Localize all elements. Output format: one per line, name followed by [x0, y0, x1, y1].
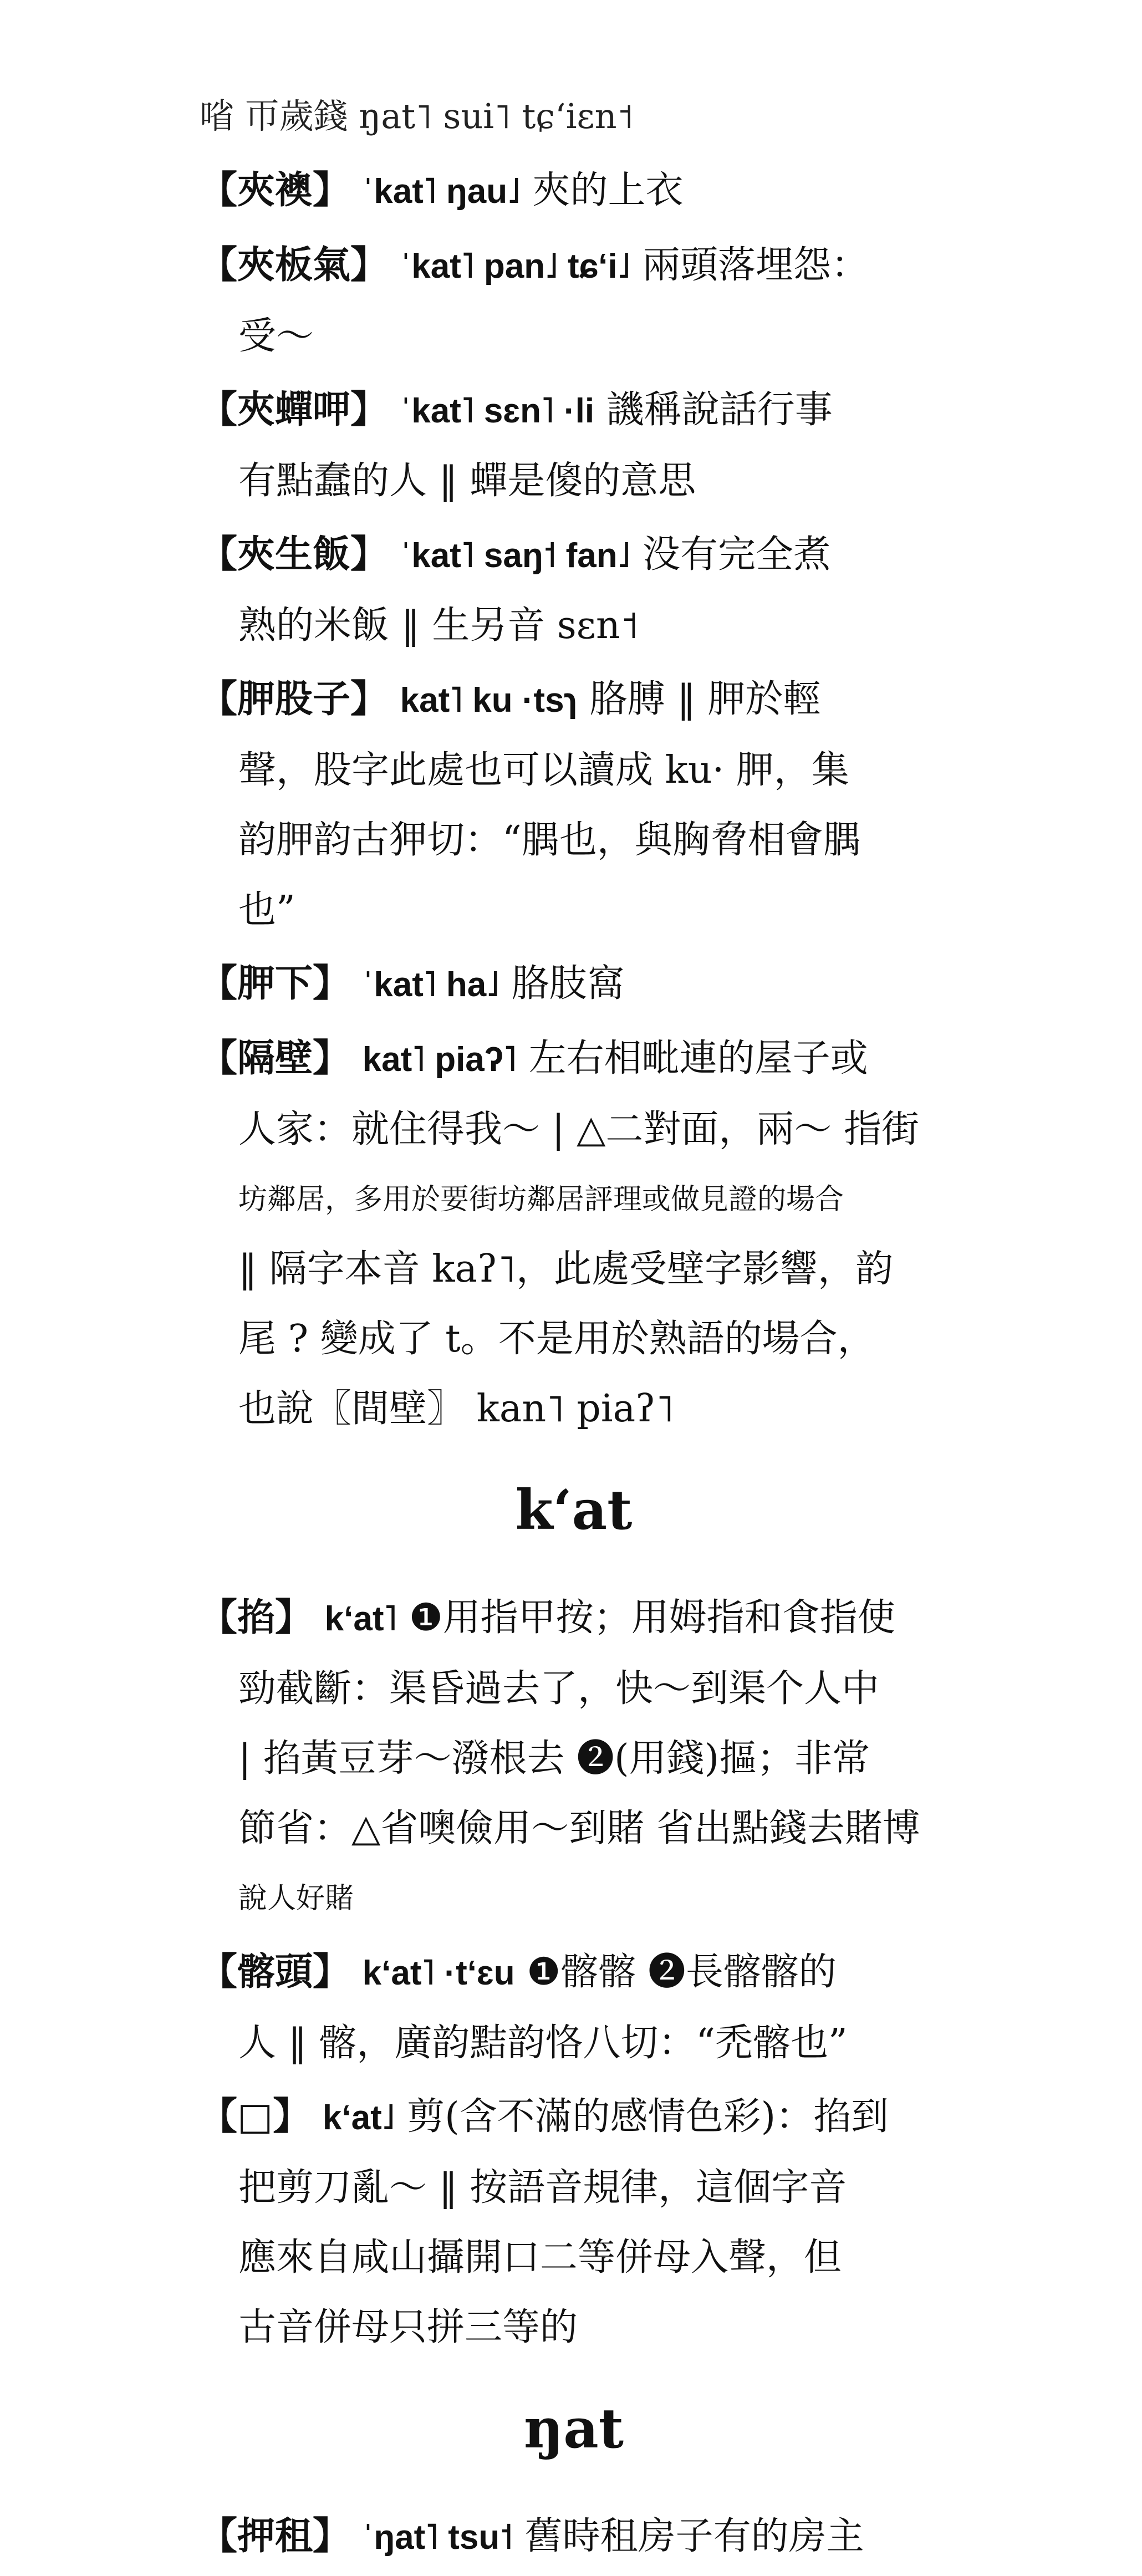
dictionary-column: [200, 83, 948, 2576]
entry-definition-line: 聲，股字此處也可以讀成 ku· 胛，集: [238, 748, 849, 792]
entry-definition-line: | 掐黃豆芽～潑根去 ❷(用錢)摳；非常: [238, 1737, 870, 1781]
entry-headword: 【□】: [200, 2094, 311, 2139]
entry: [200, 2082, 948, 2363]
entry-headword: 【夾生飯】: [200, 532, 389, 577]
entry: [200, 155, 948, 227]
entry-definition-line: 把剪刀亂～ ‖ 按語音規律，這個字音: [238, 2166, 847, 2210]
entry-headword: 【髂頭】: [200, 1950, 351, 1994]
entry-headword: 【夾襖】: [200, 168, 351, 212]
entry-definition-line: ‖ 隔字本音 kaʔ˥，此處受壁字影響，韵: [238, 1247, 893, 1291]
entry-romanization: kʻat˥ ·tʻɛu: [362, 1954, 515, 1992]
entry-headword: 【胛股子】: [200, 677, 389, 721]
entry: [200, 519, 948, 661]
entry: [200, 1583, 948, 1934]
entry-headword: 【隔壁】: [200, 1036, 351, 1080]
entry: [200, 948, 948, 1020]
entry-headword: 【掐】: [200, 1595, 313, 1640]
entry-headword: 【夾板氣】: [200, 243, 389, 287]
entry-definition-line: 應來自咸山攝開口二等併母入聲，但: [238, 2236, 842, 2279]
entries-group-c: [200, 2501, 948, 2573]
entry-definition: 剪(含不滿的感情色彩)：掐到: [407, 2095, 889, 2139]
section-heading-ngat: ŋat: [523, 2397, 624, 2461]
entry-definition-line: 尾 ? 變成了 t。不是用於熟語的場合，: [238, 1317, 875, 1361]
top-fragment: 㗂 帀歲錢 ŋat˥ sui˥ tɕʻiɛn˦: [200, 96, 634, 136]
entry-romanization: ˈkat˥ pan˩ tɕʻi˩: [400, 247, 631, 285]
entry-definition: ❶用指甲按；用姆指和食指使: [409, 1596, 895, 1640]
entries-group-a: [200, 155, 948, 1444]
entry-romanization: kʻat˥: [324, 1600, 397, 1638]
entry-definition: ❶髂髂 ❷長髂髂的: [527, 1950, 837, 1994]
entry-romanization: kat˥ ku ·tsɿ: [400, 681, 578, 720]
entry-headword: 【押租】: [200, 2514, 351, 2558]
entry-headword: 【夾蟬呷】: [200, 387, 389, 432]
entry-definition-line: 韵胛韵古狎切：“腢也，與胸脅相會腢: [238, 818, 861, 862]
entry-definition: 没有完全煮: [643, 533, 832, 577]
entry-definition-line: 人家：就住得我～ | △二對面，兩～ 指街: [238, 1108, 920, 1151]
entry-definition: 舊時租房子有的房主: [524, 2514, 864, 2558]
section-heading-kat: kʻat: [515, 1478, 633, 1542]
entry-definition: 胳膊 ‖ 胛於輕: [589, 677, 821, 721]
entry-definition-line: 古音併母只拼三等的: [238, 2305, 578, 2349]
entry-definition-line: 也”: [238, 888, 295, 932]
entry: [200, 230, 948, 371]
entry-definition: 左右相毗連的屋子或: [528, 1037, 868, 1080]
entry-definition: 胳肢窩: [511, 962, 625, 1006]
entry: [200, 375, 948, 516]
entry-definition-line: 坊鄰居，多用於要街坊鄰居評理或做見證的場合: [238, 1183, 844, 1216]
entry-definition-line: 節省：△省噢儉用～到賭 省出點錢去賭博: [238, 1807, 920, 1850]
entry-definition: 夾的上衣: [532, 169, 684, 212]
entry-romanization: ˈŋat˥ tsu˦: [362, 2518, 513, 2557]
entry-headword: 【胛下】: [200, 961, 351, 1006]
entry: [200, 1937, 948, 2078]
entry-romanization: ˈkat˥ ŋau˩: [362, 172, 521, 211]
entry-definition: 兩頭落埋怨：: [642, 243, 869, 287]
entry-definition-line: 人 ‖ 髂，廣韵黠韵恪八切：“禿髂也”: [238, 2021, 848, 2065]
entries-group-b: [200, 1583, 948, 2363]
entry: [200, 664, 948, 945]
entry-definition-line: 受～: [238, 314, 314, 358]
entry-romanization: ˈkat˥ saŋ˦ fan˩: [400, 537, 631, 575]
entry-romanization: kat˥ piaʔ˥: [362, 1040, 517, 1079]
entry-definition-line: 也說〖間壁〗 kan˥ piaʔ˥: [238, 1387, 675, 1431]
entry-romanization: kʻat˩: [322, 2099, 395, 2137]
entry: [200, 1023, 948, 1444]
entry-romanization: ˈkat˥ sɛn˥ ·li: [400, 392, 595, 430]
entry: [200, 2501, 948, 2573]
entry-definition-line: 有點蠢的人 ‖ 蟬是傻的意思: [238, 459, 696, 503]
entry-definition-line: 勁截斷：渠昏過去了，快～到渠个人中: [238, 1667, 880, 1711]
entry-romanization: ˈkat˥ ha˩: [362, 966, 499, 1004]
entry-definition-line: 說人好賭: [238, 1882, 354, 1915]
entry-definition: 譏稱說話行事: [606, 388, 833, 432]
entry-definition-line: 熟的米飯 ‖ 生另音 sɛn˦: [238, 604, 639, 647]
